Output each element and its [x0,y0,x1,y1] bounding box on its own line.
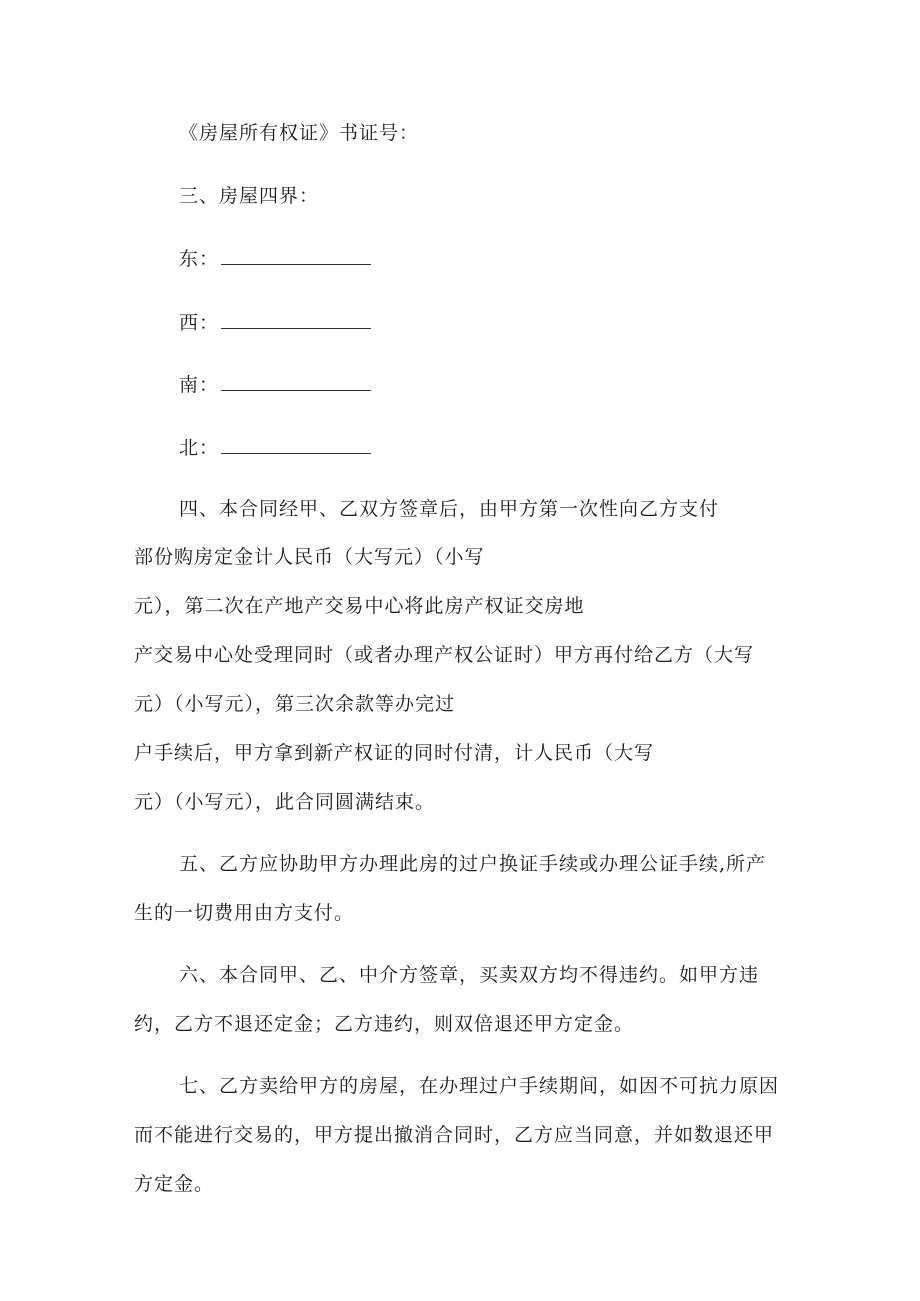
section-4-line: 产交易中心处受理同时（或者办理产权公证时）甲方再付给乙方（大写 [134,644,755,666]
section-4-line: 四、本合同经甲、乙双方签章后，由甲方第一次性向乙方支付 [179,498,720,520]
boundary-label: 南： [179,374,220,396]
boundary-east [179,246,371,272]
section-5-line: 生的一切费用由方支付。 [134,902,355,924]
boundary-label: 东： [179,248,220,270]
section-6-line: 约，乙方不退还定金；乙方违约，则双倍退还甲方定金。 [134,1013,635,1035]
section-7-line: 方定金。 [134,1173,215,1195]
blank-field [221,372,371,391]
section-4-line: 元）（小写元），第三次余款等办完过 [134,693,456,715]
boundary-label: 西： [179,312,220,334]
boundary-west [179,310,371,336]
blank-field [221,246,371,265]
property-certificate-line: 《房屋所有权证》书证号： [179,122,420,144]
boundary-south [179,372,371,398]
section-4-line: 部份购房定金计人民币（大写元）（小写 [134,546,485,568]
section-4-line: 元）（小写元），此合同圆满结束。 [134,791,436,813]
section-5-line: 五、乙方应协助甲方办理此房的过户换证手续或办理公证手续,所产 [179,853,767,875]
blank-field [221,310,371,329]
section-6-line: 六、本合同甲、乙、中介方签章，买卖双方均不得违约。如甲方违 [179,964,760,986]
blank-field [221,435,371,454]
section-4-line: 户手续后，甲方拿到新产权证的同时付清，计人民币（大写 [134,742,655,764]
boundary-label: 北： [179,437,220,459]
section-3-title: 三、房屋四界： [179,185,320,207]
section-7-line: 而不能进行交易的，甲方提出撤消合同时，乙方应当同意，并如数退还甲 [134,1124,775,1146]
section-7-line: 七、乙方卖给甲方的房屋，在办理过户手续期间，如因不可抗力原因 [179,1075,780,1097]
boundary-north [179,435,371,461]
section-4-line: 元），第二次在产地产交易中心将此房产权证交房地 [134,595,585,617]
